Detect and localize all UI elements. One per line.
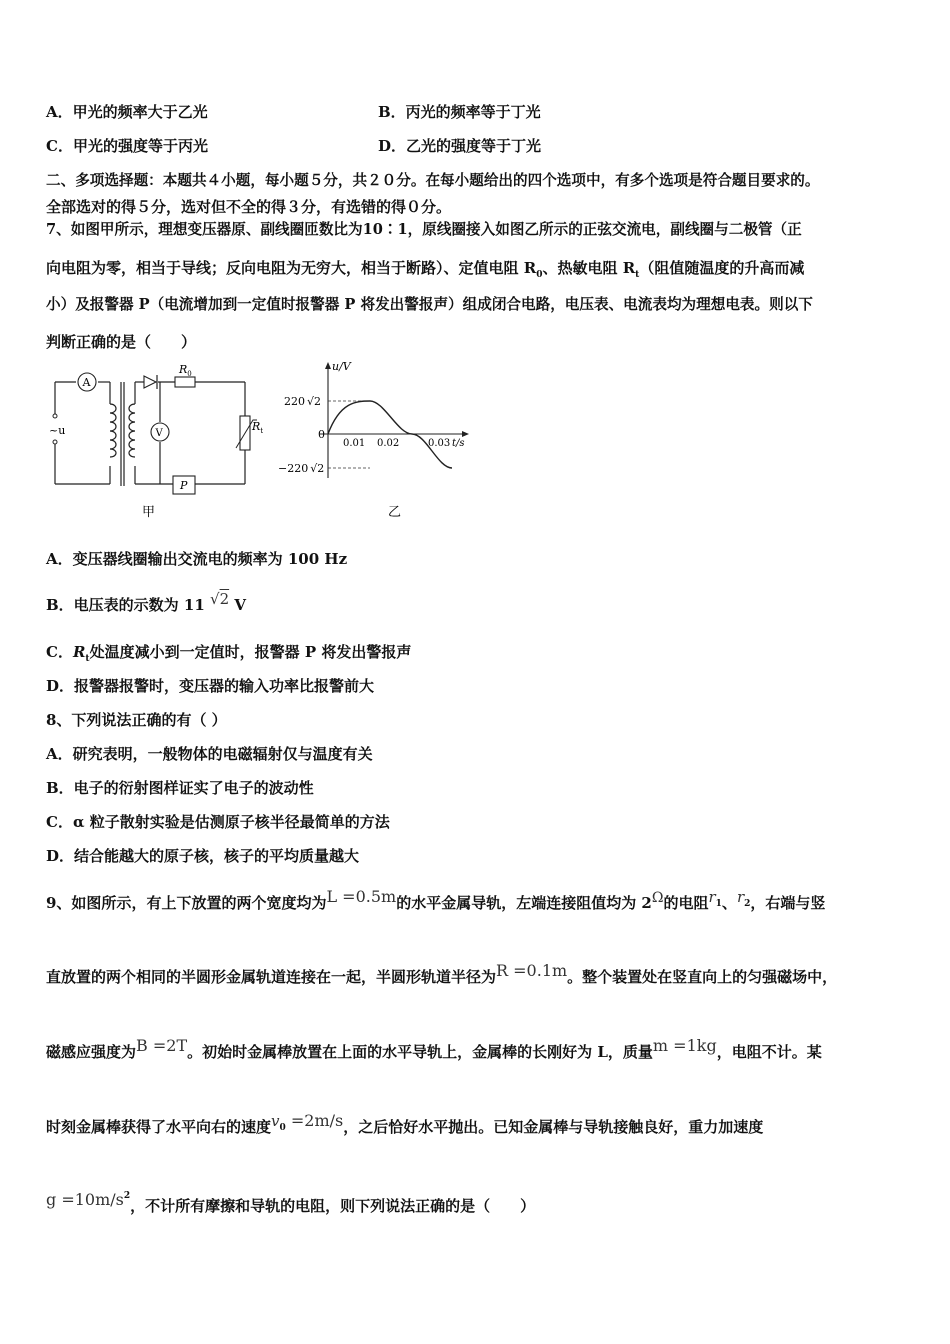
terminal-bottom [53,440,57,444]
q9-line5: $g =10m/s^2$，不计所有摩擦和导轨的电阻，则下列说法正确的是（ ） [46,1190,536,1215]
waveform-graph [320,362,469,478]
alarm-label: P [180,479,188,492]
sqrt-symbol: √2 [210,590,230,608]
rt-label: $R_t$ [252,420,264,435]
origin-label: 0 [318,428,325,441]
figure-caption-yi: 乙 [388,505,402,520]
q6-option-d: D．乙光的强度等于丁光 [378,137,542,155]
voltmeter-label: V [155,428,163,439]
q7-stem-line3: 小）及报警器 P（电流增加到一定值时报警器 P 将发出警报声）组成闭合电路，电压表、电流表均为理想电表。则以下 [46,296,813,313]
q9-line3: 磁感应强度为B =2T。初始时金属棒放置在上面的水平导轨上，金属棒的长刚好为 L，质量m =1kg，电阻不计。某 [46,1036,822,1061]
ammeter-label: A [82,376,91,389]
tick-t3: 0.03 [428,438,451,449]
tick-t1: 0.01 [343,438,366,449]
q8-option-c: C．α 粒子散射实验是估测原子核半径最简单的方法 [46,813,390,831]
q9-line2: 直放置的两个相同的半圆形金属轨道连接在一起，半圆形轨道半径为R =0.1m。整个装置处在竖直向上的匀强磁场中， [46,961,838,986]
q7-stem-line4: 判断正确的是（ ） [46,333,197,351]
section-heading-line2: 全部选对的得５分，选对但不全的得３分，有选错的得０分。 [46,198,452,216]
r0-label: $R_0$ [179,363,192,378]
terminal-top [53,414,57,418]
figure-caption-jia: 甲 [142,505,156,520]
q8-option-b: B．电子的衍射图样证实了电子的波动性 [46,779,314,797]
q7-figure [40,358,480,523]
q6-option-b: B．丙光的频率等于丁光 [378,103,541,121]
diode-icon [144,375,157,389]
q7-option-b: B．电压表的示数为 11 √2 V [46,590,246,614]
q7-stem-line2: 向电阻为零，相当于导线；反向电阻为无穷大，相当于断路）、定值电阻 $R_0$、热敏电阻 $R_t$（阻值随温度的升高而减 [46,259,805,280]
y-axis-label: u/V [332,360,351,373]
q7-stem-line1: 7、如图甲所示，理想变压器原、副线圈匝数比为10∶1，原线圈接入如图乙所示的正弦交流电，副线圈与二极管（正 [46,221,802,238]
y-max-label: 220 √2 [284,395,322,408]
q7-option-c: C．$R_t$处温度减小到一定值时，报警器 P 将发出警报声 [46,643,412,664]
q6-option-c: C．甲光的强度等于丙光 [46,137,208,155]
q8-option-d: D．结合能越大的原子核，核子的平均质量越大 [46,847,360,865]
q7-option-a: A．变压器线圈输出交流电的频率为 100 Hz [46,550,348,568]
section-heading-line1: 二、多项选择题：本题共４小题，每小题５分，共２０分。在每小题给出的四个选项中，有多个选项是符合题目要求的。 [46,172,820,189]
circuit-diagram [55,382,245,486]
q9-line1: 9、如图所示，有上下放置的两个宽度均为L =0.5m的水平金属导轨，左端连接阻值均为 2Ω的电阻$r_1$、$r_2$，右端与竖 [46,887,826,912]
resistor-r0 [175,377,195,387]
q6-option-a: A．甲光的频率大于乙光 [46,103,208,121]
y-min-label: −220 √2 [278,462,325,475]
x-axis-label: t/s [452,438,465,449]
q9-line4: 时刻金属棒获得了水平向右的速度$v_0 =2m/s$，之后恰好水平抛出。已知金属棒与导轨接触良好，重力加速度 [46,1111,764,1136]
q7-option-d: D．报警器报警时，变压器的输入功率比报警前大 [46,677,375,695]
source-label: ~u [49,424,66,437]
tick-t2: 0.02 [377,438,400,449]
q8-option-a: A．研究表明，一般物体的电磁辐射仅与温度有关 [46,745,373,763]
q8-stem: 8、下列说法正确的有（ ） [46,711,227,729]
